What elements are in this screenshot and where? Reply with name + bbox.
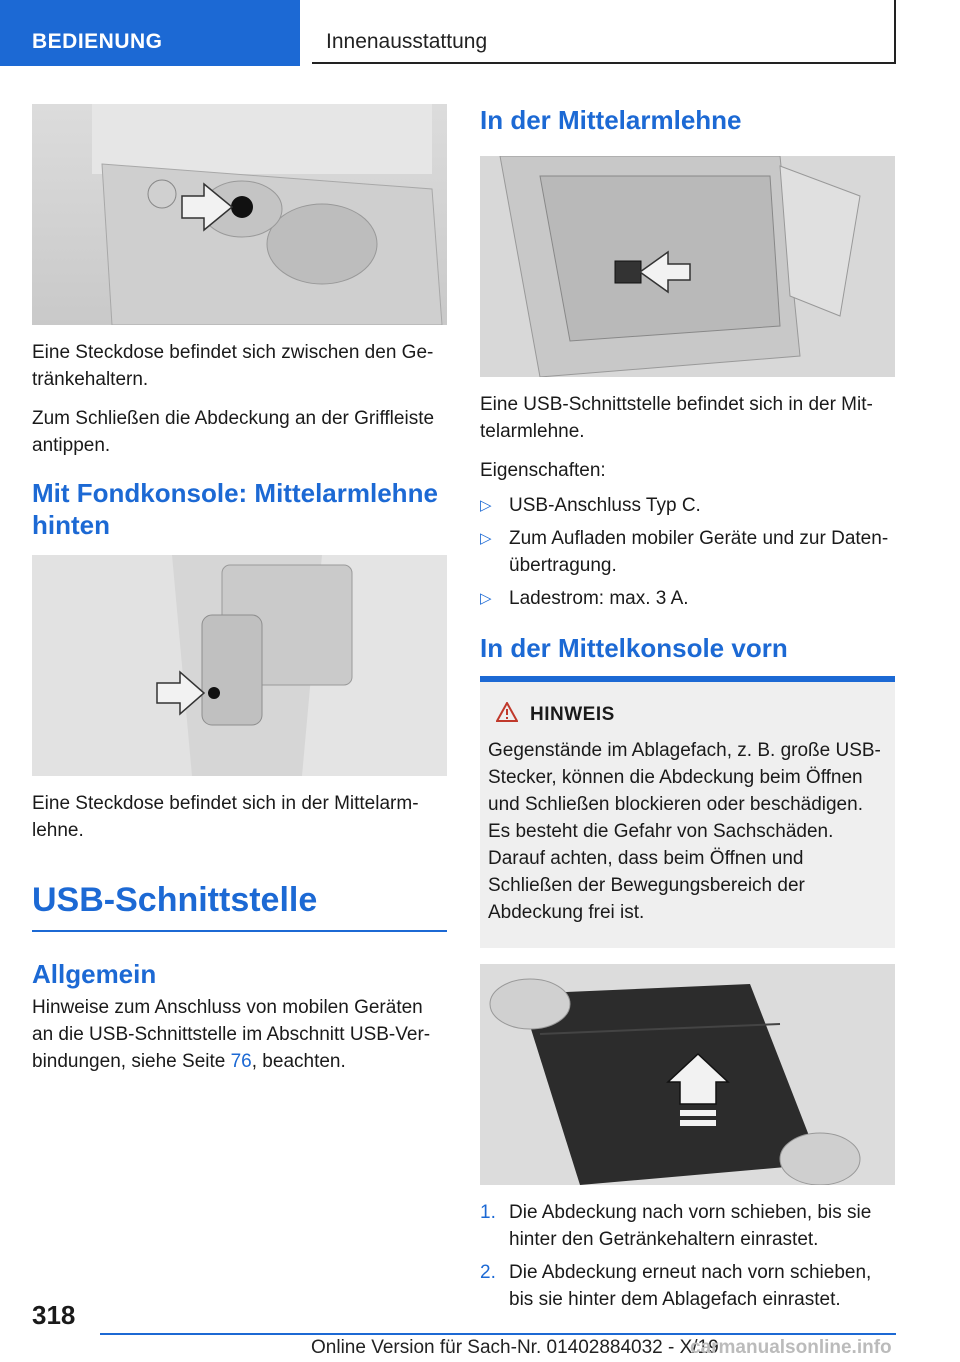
page-header: [0, 0, 960, 66]
chapter-title: Innenausstattung: [312, 0, 896, 64]
triangle-bullet-icon: ▷: [480, 530, 492, 547]
triangle-bullet-icon: ▷: [480, 497, 492, 514]
notice-header: [488, 702, 887, 727]
properties-list: [480, 492, 895, 612]
step-item: 1. Die Abdeckung nach vorn schieben, bis sie hinter den Getränkehaltern einrastet.: [480, 1202, 872, 1250]
paragraph: Zum Schließen die Abdeckung an der Griffleiste antippen.: [32, 408, 435, 456]
paragraph: Hinweise zum Anschluss von mobilen Geräten an die USB-Schnittstelle im Abschnitt USB-Verbindungen, siehe Seite 76, beachten.: [32, 997, 431, 1072]
list-item: ▷ USB-Anschluss Typ C.: [480, 492, 895, 519]
photo-console-cover: [480, 964, 895, 1185]
paragraph: Eine Steckdose befindet sich zwischen den Getränkehaltern.: [32, 342, 434, 390]
notice-text: Gegenstände im Ablagefach, z. B. große USB-Stecker, können die Abdeckung beim Öffnen und Schließen blockieren oder beschädigen. Es besteht die Gefahr von Sachschäden. Darauf achten, dass beim Öffnen und Schließen der Bewegungsbereich der Abdeckung frei ist.: [488, 740, 881, 923]
section-heading: Mit Fondkonsole: Mittelarmlehne hinten: [32, 478, 438, 540]
photo-armrest-usb: [480, 156, 895, 377]
page-link[interactable]: 76: [230, 1051, 252, 1072]
list-item: ▷ Ladestrom: max. 3 A.: [480, 585, 895, 612]
notice-title: HINWEIS: [530, 703, 615, 725]
watermark: carmanualsonline.info: [690, 1337, 892, 1358]
photo-cupholder-socket: [32, 104, 447, 325]
warning-icon: [496, 702, 518, 727]
notice-box: [480, 676, 895, 948]
footer-divider: [100, 1333, 896, 1335]
left-column: [32, 104, 447, 1087]
section-tab[interactable]: BEDIENUNG: [0, 0, 300, 66]
section-heading: In der Mittelarmlehne: [480, 105, 742, 135]
photo-rear-armrest-socket: [32, 555, 447, 776]
triangle-bullet-icon: ▷: [480, 590, 492, 607]
step-item: 2. Die Abdeckung erneut nach vorn schieben, bis sie hinter dem Ablagefach einrastet.: [480, 1262, 872, 1310]
steps-list: [480, 1199, 895, 1313]
section-heading: In der Mittelkonsole vorn: [480, 633, 788, 663]
chapter-heading: USB-Schnittstelle: [32, 880, 447, 932]
section-heading: Allgemein: [32, 959, 157, 989]
paragraph: Eine USB-Schnittstelle befindet sich in der Mittelarmlehne.: [480, 394, 873, 442]
paragraph: Eine Steckdose befindet sich in der Mittelarmlehne.: [32, 793, 419, 841]
properties-label: Eigenschaften:: [480, 460, 606, 481]
right-column: [480, 104, 895, 1319]
page-number: 318: [32, 1300, 76, 1330]
online-version-text: Online Version für Sach-Nr. 01402884032 - X/19: [311, 1337, 719, 1358]
list-item: ▷ Zum Aufladen mobiler Geräte und zur Datenübertragung.: [480, 525, 895, 579]
